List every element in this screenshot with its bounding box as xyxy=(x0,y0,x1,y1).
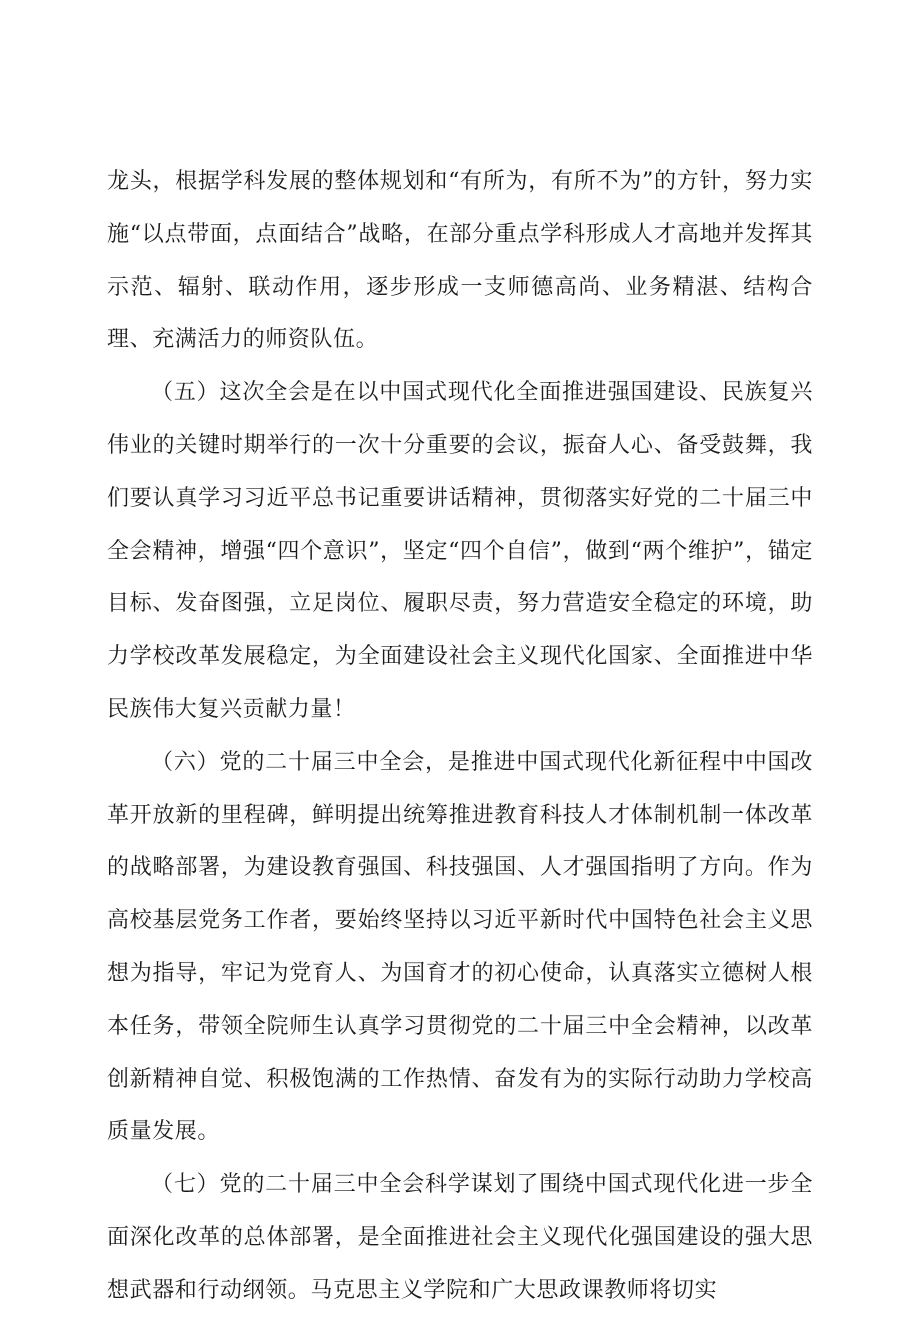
paragraph-continuation: 龙头，根据学科发展的整体规划和“有所为，有所不为”的方针，努力实施“以点带面，点面结合”战略，在部分重点学科形成人才高地并发挥其示范、辐射、联动作用，逐步形成一支师德高尚、业务精湛、结构合理、充满活力的师资队伍。 xyxy=(107,169,813,353)
paragraph-seven: （七）党的二十届三中全会科学谋划了围绕中国式现代化进一步全面深化改革的总体部署，是全面推进社会主义现代化强国建设的强大思想武器和行动纲领。马克思主义学院和广大思政课教师将切实 xyxy=(107,1172,813,1303)
paragraph-six: （六）党的二十届三中全会，是推进中国式现代化新征程中中国改革开放新的里程碑，鲜明提出统筹推进教育科技人才体制机制一体改革的战略部署，为建设教育强国、科技强国、人才强国指明了方向。作为高校基层党务工作者，要始终坚持以习近平新时代中国特色社会主义思想为指导，牢记为党育人、为国育才的初心使命，认真落实立德树人根本任务，带领全院师生认真学习贯彻党的二十届三中全会精神，以改革创新精神自觉、积极饱满的工作热情、奋发有为的实际行动助力学校高质量发展。 xyxy=(107,749,813,1145)
paragraph-five: （五）这次全会是在以中国式现代化全面推进强国建设、民族复兴伟业的关键时期举行的一次十分重要的会议，振奋人心、备受鼓舞，我们要认真学习习近平总书记重要讲话精神，贯彻落实好党的二十届三中全会精神，增强“四个意识”，坚定“四个自信”，做到“两个维护”，锚定目标、发奋图强，立足岗位、履职尽责，努力营造安全稳定的环境，助力学校改革发展稳定，为全面建设社会主义现代化国家、全面推进中华民族伟大复兴贡献力量！ xyxy=(107,380,813,722)
document-body xyxy=(107,156,813,1318)
